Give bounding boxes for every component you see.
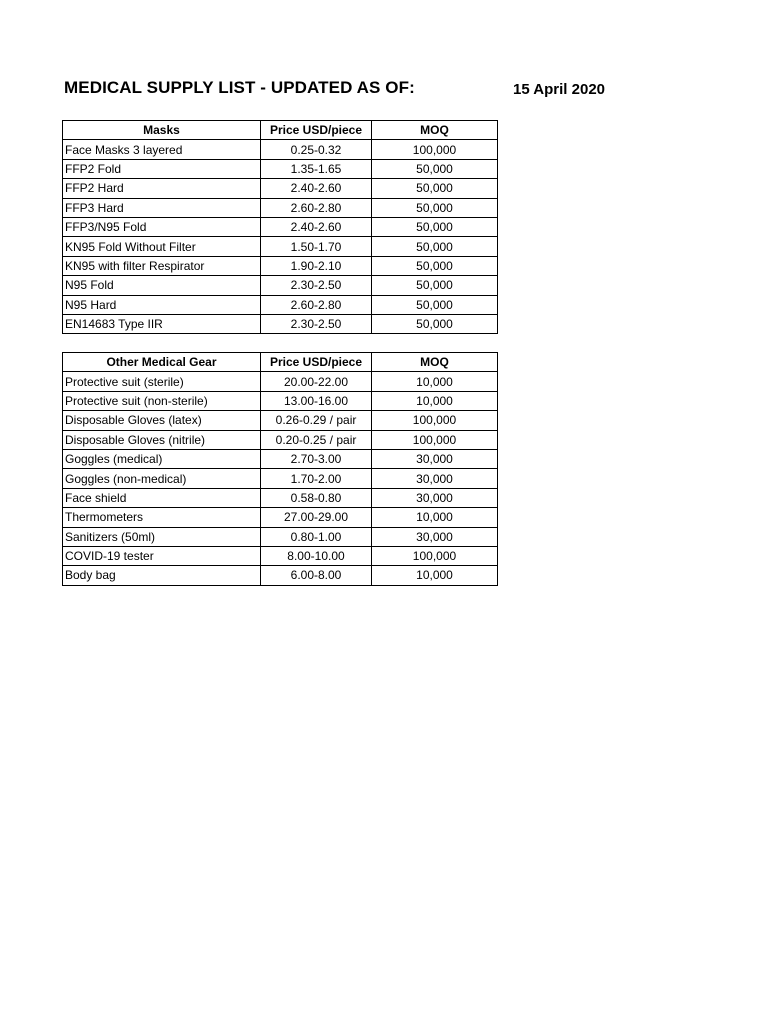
moq-cell: 50,000: [372, 256, 498, 275]
table-row: [63, 217, 498, 236]
item-name-cell: Protective suit (sterile): [63, 372, 261, 391]
price-cell: 2.40-2.60: [261, 217, 372, 236]
table-row: [63, 469, 498, 488]
moq-cell: 50,000: [372, 179, 498, 198]
updated-date: 15 April 2020: [513, 81, 605, 98]
table-row: [63, 449, 498, 468]
item-name-cell: EN14683 Type IIR: [63, 314, 261, 333]
table-row: [63, 179, 498, 198]
moq-cell: 50,000: [372, 198, 498, 217]
item-name-cell: FFP2 Fold: [63, 159, 261, 178]
item-name-cell: Face shield: [63, 488, 261, 507]
item-name-cell: FFP2 Hard: [63, 179, 261, 198]
page-title: MEDICAL SUPPLY LIST - UPDATED AS OF:: [64, 78, 415, 97]
item-name-cell: Disposable Gloves (latex): [63, 411, 261, 430]
table-row: [63, 372, 498, 391]
item-name-cell: Protective suit (non-sterile): [63, 391, 261, 410]
item-name-cell: Goggles (non-medical): [63, 469, 261, 488]
item-name-cell: Goggles (medical): [63, 449, 261, 468]
moq-cell: 30,000: [372, 449, 498, 468]
table-row: [63, 237, 498, 256]
moq-cell: 10,000: [372, 391, 498, 410]
price-cell: 27.00-29.00: [261, 508, 372, 527]
price-cell: 2.40-2.60: [261, 179, 372, 198]
item-name-cell: FFP3 Hard: [63, 198, 261, 217]
moq-cell: 10,000: [372, 372, 498, 391]
moq-cell: 100,000: [372, 546, 498, 565]
moq-cell: 30,000: [372, 527, 498, 546]
price-cell: 20.00-22.00: [261, 372, 372, 391]
gear-header-row: [63, 353, 498, 372]
table-row: [63, 488, 498, 507]
table-row: [63, 159, 498, 178]
price-cell: 0.26-0.29 / pair: [261, 411, 372, 430]
table-row: [63, 566, 498, 585]
table-row: [63, 527, 498, 546]
item-name-cell: COVID-19 tester: [63, 546, 261, 565]
item-name-cell: N95 Fold: [63, 276, 261, 295]
price-cell: 2.60-2.80: [261, 295, 372, 314]
table-row: [63, 198, 498, 217]
price-cell: 2.30-2.50: [261, 276, 372, 295]
item-name-cell: N95 Hard: [63, 295, 261, 314]
table-row: [63, 546, 498, 565]
table-row: [63, 508, 498, 527]
table-row: [63, 430, 498, 449]
moq-cell: 50,000: [372, 276, 498, 295]
item-name-cell: Disposable Gloves (nitrile): [63, 430, 261, 449]
item-name-cell: Face Masks 3 layered: [63, 140, 261, 159]
moq-cell: 100,000: [372, 430, 498, 449]
moq-cell: 30,000: [372, 469, 498, 488]
price-column-header: Price USD/piece: [261, 121, 372, 140]
table-row: [63, 391, 498, 410]
moq-cell: 50,000: [372, 159, 498, 178]
table-row: [63, 295, 498, 314]
item-name-cell: KN95 with filter Respirator: [63, 256, 261, 275]
moq-cell: 50,000: [372, 237, 498, 256]
table-row: [63, 276, 498, 295]
moq-column-header: MOQ: [372, 121, 498, 140]
masks-column-header: Masks: [63, 121, 261, 140]
moq-cell: 100,000: [372, 140, 498, 159]
moq-cell: 30,000: [372, 488, 498, 507]
price-cell: 2.60-2.80: [261, 198, 372, 217]
moq-cell: 50,000: [372, 217, 498, 236]
moq-cell: 10,000: [372, 508, 498, 527]
item-name-cell: KN95 Fold Without Filter: [63, 237, 261, 256]
item-name-cell: FFP3/N95 Fold: [63, 217, 261, 236]
item-name-cell: Sanitizers (50ml): [63, 527, 261, 546]
price-cell: 13.00-16.00: [261, 391, 372, 410]
price-column-header: Price USD/piece: [261, 353, 372, 372]
item-name-cell: Body bag: [63, 566, 261, 585]
table-row: [63, 314, 498, 333]
price-cell: 1.70-2.00: [261, 469, 372, 488]
price-cell: 6.00-8.00: [261, 566, 372, 585]
gear-column-header: Other Medical Gear: [63, 353, 261, 372]
price-cell: 1.90-2.10: [261, 256, 372, 275]
price-cell: 8.00-10.00: [261, 546, 372, 565]
item-name-cell: Thermometers: [63, 508, 261, 527]
price-cell: 0.58-0.80: [261, 488, 372, 507]
price-cell: 0.20-0.25 / pair: [261, 430, 372, 449]
moq-cell: 10,000: [372, 566, 498, 585]
moq-cell: 50,000: [372, 314, 498, 333]
price-cell: 0.25-0.32: [261, 140, 372, 159]
moq-column-header: MOQ: [372, 353, 498, 372]
table-row: [63, 256, 498, 275]
medical-gear-table: [62, 352, 498, 586]
price-cell: 1.50-1.70: [261, 237, 372, 256]
table-row: [63, 140, 498, 159]
price-cell: 2.70-3.00: [261, 449, 372, 468]
price-cell: 1.35-1.65: [261, 159, 372, 178]
moq-cell: 50,000: [372, 295, 498, 314]
masks-header-row: [63, 121, 498, 140]
moq-cell: 100,000: [372, 411, 498, 430]
masks-table: [62, 120, 498, 334]
price-cell: 0.80-1.00: [261, 527, 372, 546]
price-cell: 2.30-2.50: [261, 314, 372, 333]
table-row: [63, 411, 498, 430]
